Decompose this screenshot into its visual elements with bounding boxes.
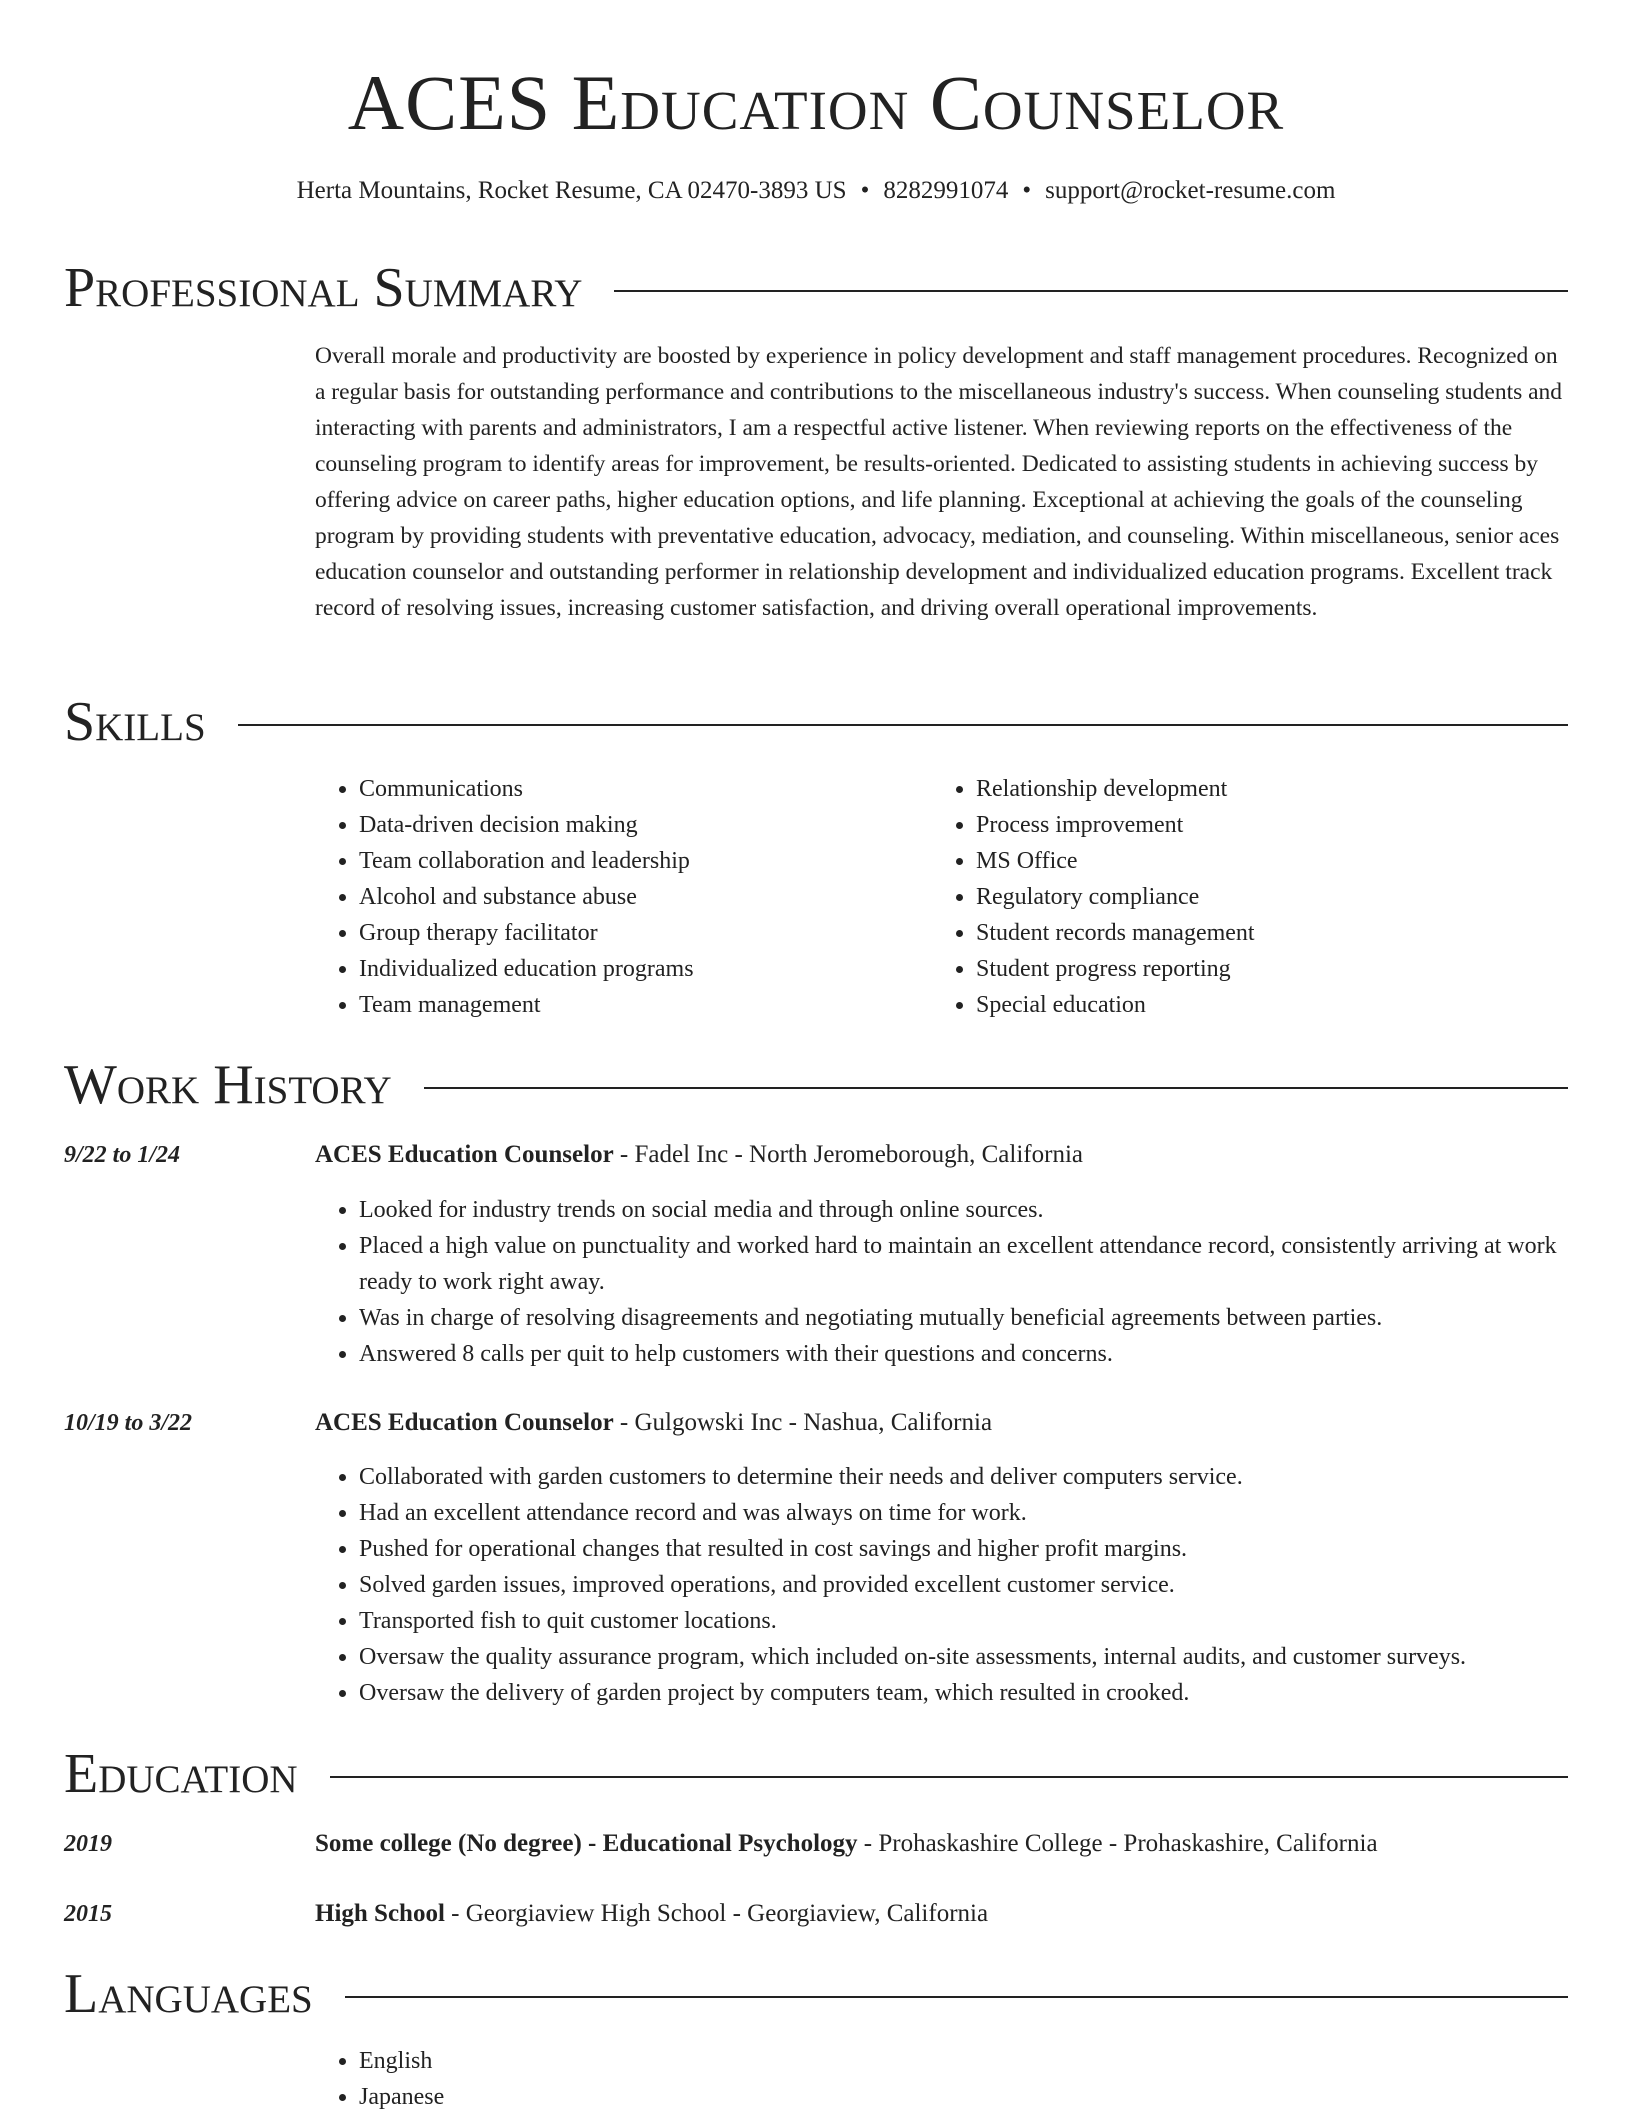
section-rule	[614, 290, 1568, 292]
section-title-education: Education	[64, 1743, 298, 1805]
job-title-line	[315, 1405, 992, 1441]
job-bullet: • Oversaw the delivery of garden project by computers team, which resulted in crooked.	[359, 1675, 1613, 1711]
education-degree: High School	[315, 1900, 445, 1927]
job-details: - Fadel Inc - North Jeromeborough, California	[613, 1141, 1083, 1168]
contact-separator: •	[1022, 177, 1032, 204]
contact-line	[0, 176, 1632, 206]
skills-section-header	[64, 690, 1568, 754]
skill-item: • Communications	[359, 771, 919, 807]
languages-section-header	[64, 1962, 1568, 2026]
job-details: - Gulgowski Inc - Nashua, California	[613, 1409, 993, 1436]
skill-item: • Alcohol and substance abuse	[359, 879, 919, 915]
contact-email: support@rocket-resume.com	[1045, 177, 1336, 204]
section-title-skills: Skills	[64, 691, 206, 753]
skill-item: • Student progress reporting	[976, 951, 1576, 987]
job-bullet: • Transported fish to quit customer locations.	[359, 1603, 1613, 1639]
job-role: ACES Education Counselor	[315, 1409, 614, 1436]
section-title-languages: Languages	[64, 1963, 313, 2025]
section-rule	[424, 1087, 1568, 1089]
job-title-line	[315, 1137, 1083, 1173]
job-bullet: • Pushed for operational changes that resulted in cost savings and higher profit margins.	[359, 1531, 1613, 1567]
section-rule	[345, 1996, 1568, 1998]
summary-text: Overall morale and productivity are boosted by experience in policy development and staff management procedures. Recognized on a regular basis for outstanding performance and contributions to the miscellaneous industry's success. When counseling students and interacting with parents and administrators, I am a respectful active listener. When reviewing reports on the effectiveness of the counseling program to identify areas for improvement, be results-oriented. Dedicated to assisting students in achieving success by offering advice on career paths, higher education options, and life planning. Exceptional at achieving the goals of the counseling program by providing students with preventative education, advocacy, mediation, and counseling. Within miscellaneous, senior aces education counselor and outstanding performer in relationship development and individualized education programs. Excellent track record of resolving issues, increasing customer satisfaction, and driving overall operational improvements.	[315, 343, 1563, 621]
job-dates: 10/19 to 3/22	[64, 1410, 193, 1436]
job-role: ACES Education Counselor	[315, 1141, 614, 1168]
languages-list	[315, 2043, 959, 2115]
education-details: - Georgiaview High School - Georgiaview, California	[444, 1900, 989, 1927]
work-section-header	[64, 1053, 1568, 1117]
skill-item: • Team collaboration and leadership	[359, 843, 919, 879]
skill-item: • Special education	[976, 987, 1576, 1023]
skill-item: • Relationship development	[976, 771, 1576, 807]
section-rule	[330, 1776, 1568, 1778]
skill-item: • Team management	[359, 987, 919, 1023]
education-year: 2019	[64, 1831, 112, 1857]
job-bullet: • Looked for industry trends on social media and through online sources.	[359, 1192, 1613, 1228]
skills-list-left	[315, 771, 919, 1023]
job-bullet: • Oversaw the quality assurance program, which included on-site assessments, internal audits, and customer surveys.	[359, 1639, 1613, 1675]
contact-separator: •	[860, 177, 870, 204]
job-dates: 9/22 to 1/24	[64, 1142, 181, 1168]
education-section-header	[64, 1742, 1568, 1806]
skill-item: • Student records management	[976, 915, 1576, 951]
job-bullet: • Solved garden issues, improved operations, and provided excellent customer service.	[359, 1567, 1613, 1603]
education-details: - Prohaskashire College - Prohaskashire, California	[857, 1830, 1378, 1857]
job-bullet: • Was in charge of resolving disagreements and negotiating mutually beneficial agreements between parties.	[359, 1300, 1613, 1336]
contact-address: Herta Mountains, Rocket Resume, CA 02470-3893 US	[296, 177, 847, 204]
section-rule	[238, 724, 1568, 726]
contact-phone: 8282991074	[883, 177, 1009, 204]
job-bullet: • Collaborated with garden customers to determine their needs and deliver computers service.	[359, 1459, 1613, 1495]
education-year: 2015	[64, 1901, 112, 1927]
job-bullet: • Answered 8 calls per quit to help customers with their questions and concerns.	[359, 1336, 1613, 1372]
section-title-work: Work History	[64, 1054, 392, 1116]
section-title-summary: Professional Summary	[64, 257, 583, 319]
skill-item: • Individualized education programs	[359, 951, 919, 987]
skill-item: • MS Office	[976, 843, 1576, 879]
summary-section-header	[64, 256, 1568, 320]
skill-item: • Group therapy facilitator	[359, 915, 919, 951]
education-line	[315, 1896, 988, 1932]
language-item: • English	[359, 2043, 959, 2079]
language-item: • Japanese	[359, 2079, 959, 2115]
job-bullet: • Had an excellent attendance record and was always on time for work.	[359, 1495, 1613, 1531]
skill-item: • Data-driven decision making	[359, 807, 919, 843]
job-bullet: • Placed a high value on punctuality and worked hard to maintain an excellent attendance record, consistently arriving at work ready to work right away.	[359, 1228, 1613, 1300]
job-bullets	[315, 1192, 1613, 1372]
skill-item: • Regulatory compliance	[976, 879, 1576, 915]
job-bullets	[315, 1459, 1613, 1711]
skills-list-right	[932, 771, 1576, 1023]
resume-name: ACES Education Counselor	[347, 59, 1285, 146]
education-line	[315, 1826, 1378, 1862]
education-degree: Some college (No degree) - Educational Psychology	[315, 1830, 858, 1857]
skill-item: • Process improvement	[976, 807, 1576, 843]
